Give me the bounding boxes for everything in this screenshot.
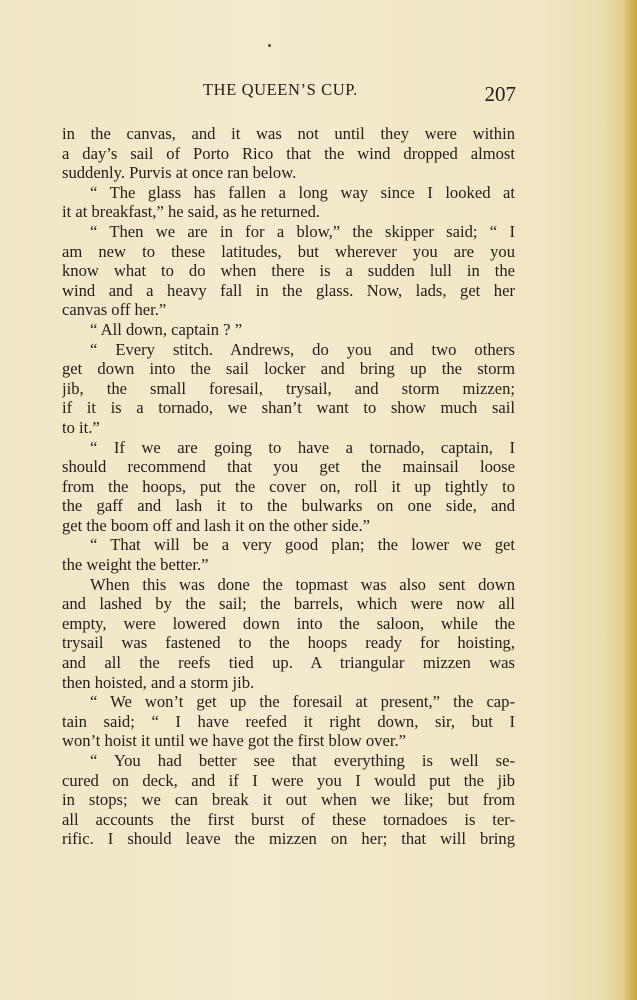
text-line: rific. I should leave the mizzen on her; that will bring xyxy=(62,829,515,849)
text-line: the gaff and lash it to the bulwarks on one side, and xyxy=(62,496,515,516)
text-line: the weight the better.” xyxy=(62,555,209,575)
text-line: canvas off her.” xyxy=(62,300,167,320)
text-line: know what to do when there is a sudden lull in the xyxy=(62,261,515,281)
text-line: “ All down, captain ? ” xyxy=(90,319,243,339)
text-line: in stops; we can break it out when we like; but from xyxy=(62,790,515,810)
text-line: cured on deck, and if I were you I would put the jib xyxy=(62,770,515,790)
text-line: am new to these latitudes, but wherever you are you xyxy=(62,241,515,261)
text-line: in the canvas, and it was not until they were within xyxy=(62,124,515,143)
text-line: if it is a tornado, we shan’t want to show much sail xyxy=(62,398,515,418)
text-line: to it.” xyxy=(62,417,100,437)
text-line: “ If we are going to have a tornado, captain, I xyxy=(90,437,515,457)
page-header xyxy=(62,80,516,106)
text-line: from the hoops, put the cover on, roll it up tightly to xyxy=(62,476,515,496)
text-line: “ We won’t get up the foresail at present,” the cap- xyxy=(90,692,515,712)
text-line: trysail was fastened to the hoops ready for hoisting, xyxy=(62,633,515,653)
text-line: “ Every stitch. Andrews, do you and two others xyxy=(90,339,515,359)
ink-speck xyxy=(268,44,271,47)
text-line: should recommend that you get the mainsail loose xyxy=(62,457,515,477)
text-line: tain said; “ I have reefed it right down, sir, but I xyxy=(62,711,515,731)
text-line: then hoisted, and a storm jib. xyxy=(62,672,255,692)
text-line: won’t hoist it until we have got the first blow over.” xyxy=(62,731,406,751)
text-line: “ You had better see that everything is well se- xyxy=(90,751,515,770)
text-line: “ That will be a very good plan; the lower we get xyxy=(90,535,515,555)
text-line: “ The glass has fallen a long way since I looked at xyxy=(90,182,515,202)
page-number: 207 xyxy=(484,82,516,106)
text-line: suddenly. Purvis at once ran below. xyxy=(62,163,297,183)
text-line: all accounts the first burst of these tornadoes is ter- xyxy=(62,809,515,829)
running-title: THE QUEEN’S CUP. xyxy=(203,80,358,99)
body-text xyxy=(62,124,515,849)
text-line: When this was done the topmast was also sent down xyxy=(90,574,515,594)
text-line: empty, were lowered down into the saloon, while the xyxy=(62,613,515,633)
text-line: “ Then we are in for a blow,” the skipper said; “ I xyxy=(90,221,515,241)
text-line: jib, the small foresail, trysail, and storm mizzen; xyxy=(62,378,515,398)
page-edge xyxy=(623,0,637,1000)
text-line: a day’s sail of Porto Rico that the wind dropped almost xyxy=(62,143,515,163)
text-line: it at breakfast,” he said, as he returned. xyxy=(62,202,321,222)
text-line: and all the reefs tied up. A triangular mizzen was xyxy=(62,653,515,673)
text-line: get down into the sail locker and bring up the storm xyxy=(62,359,515,379)
text-line: and lashed by the sail; the barrels, which were now all xyxy=(62,594,515,614)
text-line: get the boom off and lash it on the other side.” xyxy=(62,515,370,535)
text-line: wind and a heavy fall in the glass. Now, lads, get her xyxy=(62,280,515,300)
